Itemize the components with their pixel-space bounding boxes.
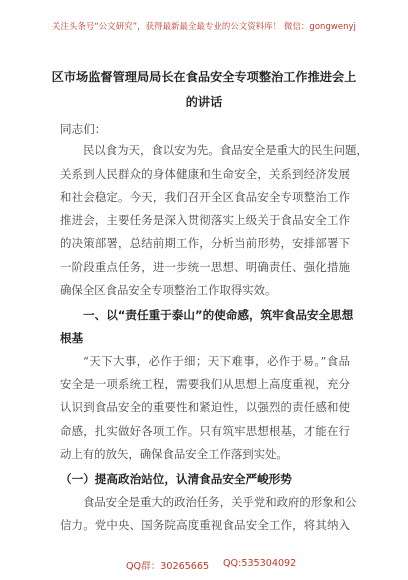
paragraph-3-line: 信力。党中央、国务院高度重视食品安全工作，将其纳入 bbox=[60, 518, 350, 532]
qq-group-number: QQ群：30265665 bbox=[126, 561, 210, 572]
paragraph-2-line: 安全是一项系统工程，需要我们从思想上高度重视，充分 bbox=[60, 377, 350, 391]
paragraph-1-line: 民以食为天，食以安为先。食品安全是重大的民生问题， bbox=[83, 143, 368, 157]
paragraph-2-line: “天下大事，必作于细；天下难事，必作于易。”食品 bbox=[83, 354, 350, 368]
paragraph-3-line: 食品安全是重大的政治任务，关乎党和政府的形象和公 bbox=[83, 495, 357, 509]
paragraph-1-line: 的决策部署，总结前期工作，分析当前形势，安排部署下 bbox=[60, 236, 350, 250]
document-title-line-1: 区市场监督管理局局长在食品安全专项整治工作推进会上 bbox=[51, 70, 357, 84]
section-heading-1: 一、以“责任重于泰山”的使命感，筑牢食品安全思想 bbox=[83, 308, 354, 322]
header-banner: 关注头条号“公文研究”，获得最新最全最专业的公文资料库！ 微信：gongwenyj bbox=[52, 21, 356, 31]
salutation: 同志们： bbox=[60, 122, 107, 136]
paragraph-2-line: 动上有的放矢，确保食品安全工作落到实处。 bbox=[60, 447, 288, 461]
subsection-heading-1: （一）提高政治站位，认清食品安全严峻形势 bbox=[60, 472, 292, 486]
paragraph-1-line: 关系到人民群众的身体健康和生命安全，关系到经济发展 bbox=[60, 167, 350, 181]
document-title-line-2: 的讲话 bbox=[185, 95, 223, 109]
qq-contact-number: QQ:535304092 bbox=[223, 558, 297, 569]
paragraph-1-line: 确保全区食品安全专项整治工作取得实效。 bbox=[60, 283, 277, 297]
paragraph-1-line: 一阶段重点任务，进一步统一思想、明确责任、强化措施 bbox=[60, 260, 350, 274]
paragraph-2-line: 命感，扎实做好各项工作。只有筑牢思想根基，才能在行 bbox=[60, 424, 350, 438]
paragraph-1-line: 推进会，主要任务是深入贯彻落实上级关于食品安全工作 bbox=[60, 213, 350, 227]
paragraph-1-line: 和社会稳定。今天，我们召开全区食品安全专项整治工作 bbox=[60, 190, 350, 204]
section-heading-1-continued: 根基 bbox=[60, 331, 84, 345]
paragraph-2-line: 认识到食品安全的重要性和紧迫性，以强烈的责任感和使 bbox=[60, 400, 350, 414]
